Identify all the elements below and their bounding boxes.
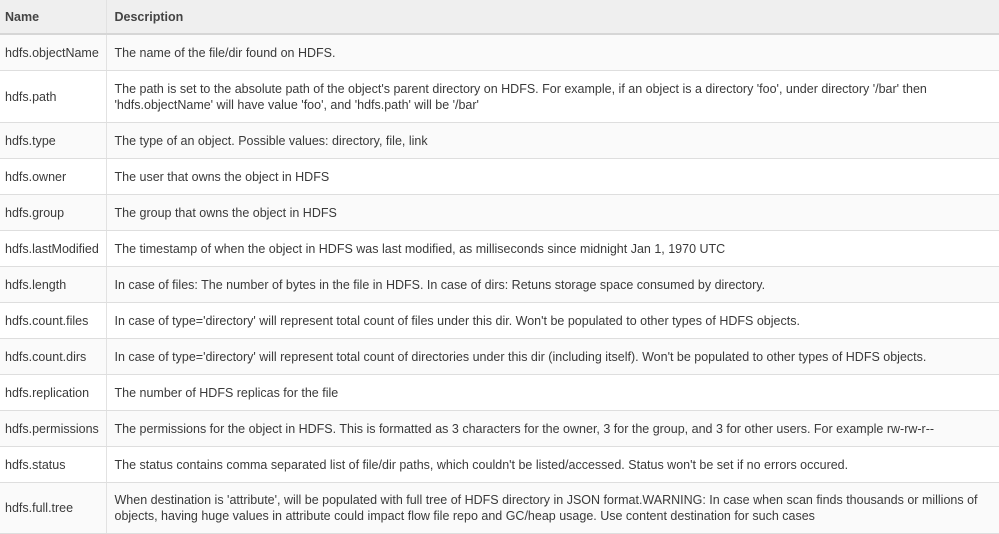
attribute-description: The user that owns the object in HDFS xyxy=(106,159,999,195)
attribute-description: In case of files: The number of bytes in the file in HDFS. In case of dirs: Retuns storage space consumed by directory. xyxy=(106,267,999,303)
attribute-description: In case of type='directory' will represent total count of directories under this dir (including itself). Won't be populated to other types of HDFS objects. xyxy=(106,339,999,375)
attribute-description: The number of HDFS replicas for the file xyxy=(106,375,999,411)
attribute-name: hdfs.objectName xyxy=(0,34,106,71)
table-header-row xyxy=(0,0,999,34)
table-row xyxy=(0,375,999,411)
table-row xyxy=(0,231,999,267)
attribute-description: The timestamp of when the object in HDFS was last modified, as milliseconds since midnight Jan 1, 1970 UTC xyxy=(106,231,999,267)
table-row xyxy=(0,71,999,123)
table-row xyxy=(0,339,999,375)
attribute-name: hdfs.permissions xyxy=(0,411,106,447)
table-row xyxy=(0,411,999,447)
table-row xyxy=(0,34,999,71)
attribute-name: hdfs.count.files xyxy=(0,303,106,339)
header-description: Description xyxy=(106,0,999,34)
attribute-name: hdfs.group xyxy=(0,195,106,231)
table-row xyxy=(0,303,999,339)
table-row xyxy=(0,267,999,303)
attribute-name: hdfs.replication xyxy=(0,375,106,411)
table-row xyxy=(0,195,999,231)
attribute-name: hdfs.status xyxy=(0,447,106,483)
attribute-name: hdfs.lastModified xyxy=(0,231,106,267)
attribute-description: The status contains comma separated list of file/dir paths, which couldn't be listed/accessed. Status won't be set if no errors occured. xyxy=(106,447,999,483)
attribute-description: The type of an object. Possible values: directory, file, link xyxy=(106,123,999,159)
table-row xyxy=(0,483,999,534)
attribute-name: hdfs.type xyxy=(0,123,106,159)
attribute-description: When destination is 'attribute', will be populated with full tree of HDFS directory in JSON format.WARNING: In case when scan finds thousands or millions of objects, having huge values in attribute could impact flow file repo and GC/heap usage. Use content destination for such cases xyxy=(106,483,999,534)
header-name: Name xyxy=(0,0,106,34)
attribute-description: The path is set to the absolute path of the object's parent directory on HDFS. For example, if an object is a directory 'foo', under directory '/bar' then 'hdfs.objectName' will have value 'foo', and 'hdfs.path' will be '/bar' xyxy=(106,71,999,123)
attribute-description: The permissions for the object in HDFS. This is formatted as 3 characters for the owner, 3 for the group, and 3 for other users. For example rw-rw-r-- xyxy=(106,411,999,447)
attribute-description: The group that owns the object in HDFS xyxy=(106,195,999,231)
attribute-name: hdfs.length xyxy=(0,267,106,303)
table-row xyxy=(0,447,999,483)
attribute-description: In case of type='directory' will represent total count of files under this dir. Won't be populated to other types of HDFS objects. xyxy=(106,303,999,339)
table-row xyxy=(0,159,999,195)
attribute-name: hdfs.owner xyxy=(0,159,106,195)
attribute-name: hdfs.count.dirs xyxy=(0,339,106,375)
attribute-name: hdfs.full.tree xyxy=(0,483,106,534)
table-row xyxy=(0,123,999,159)
attribute-name: hdfs.path xyxy=(0,71,106,123)
attribute-description: The name of the file/dir found on HDFS. xyxy=(106,34,999,71)
